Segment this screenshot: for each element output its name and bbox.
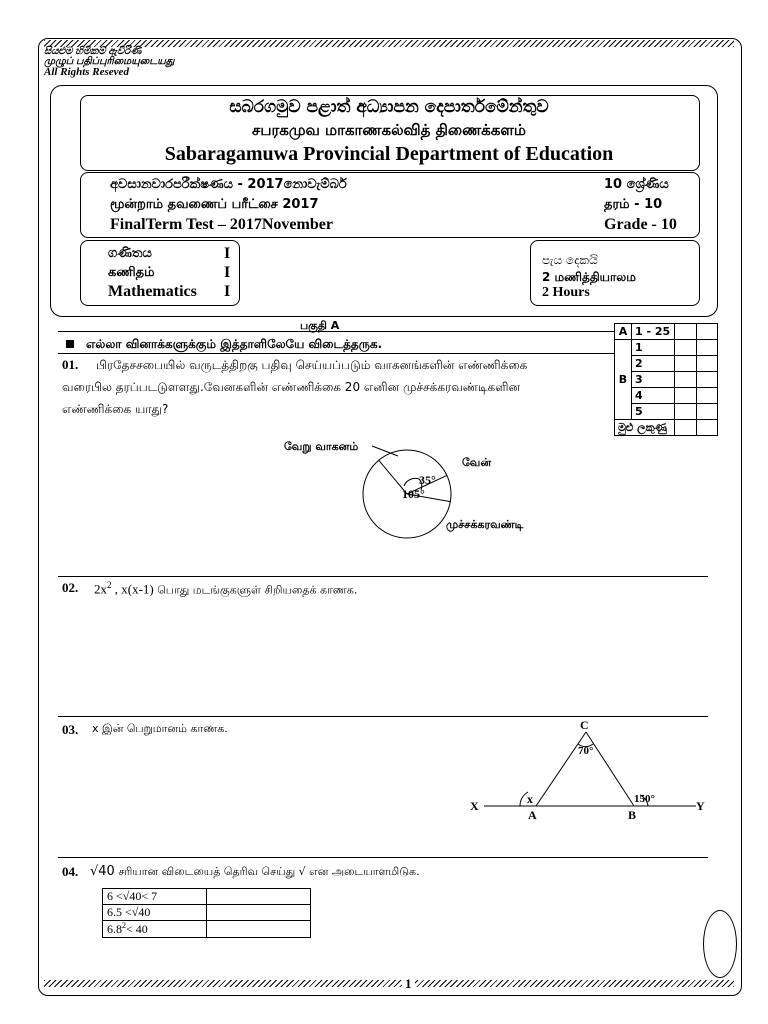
marks-b-item: 5 [632, 404, 675, 420]
marks-cell [675, 356, 697, 372]
q4-opt3-rest: < 40 [126, 922, 148, 936]
subject-ta: கணிதம் [108, 265, 155, 280]
pie-angle-arc-three [404, 478, 419, 486]
q3-vertex-b: B [628, 808, 637, 822]
q3-angle-ext: 150° [634, 793, 655, 805]
exam-title-si: අවසානවාරපරීක්ෂණය - 2017නොවැම්බර් [110, 177, 347, 192]
q2-text: பொது மடங்குகளுள் சிறியதைக் காணக. [153, 583, 358, 597]
q3-point-x: X [470, 799, 479, 813]
marks-cell [675, 420, 697, 436]
pie-label-three: முச்சக்கரவண்டி [446, 518, 524, 531]
q4-options-table [102, 888, 311, 938]
bullet-icon [66, 340, 74, 348]
marks-cell [675, 404, 697, 420]
section-instruction: எல்லா வினாக்களுக்கும் இத்தாளிலேயே விடைத்தருக. [86, 337, 383, 351]
marks-table [614, 323, 718, 436]
page-number: 1 [402, 976, 415, 992]
q1-line1: பிரதேசசபையில் வருடத்திறகு பதிவு செய்யப்படும் வாகனங்களின் எண்ணிக்கை [96, 358, 528, 372]
copyright-en: All Rights Reseved [44, 66, 129, 78]
q4-answer-cell[interactable] [207, 921, 311, 938]
marks-cell [696, 404, 718, 420]
marks-oval [703, 910, 737, 978]
subject-si: ගණිතය [108, 246, 152, 261]
marks-part-b: B [615, 340, 632, 420]
marks-cell [675, 388, 697, 404]
marks-cell [696, 340, 718, 356]
pie-label-van: வேன் [462, 456, 492, 469]
grade-en: Grade - 10 [604, 216, 677, 233]
time-ta: 2 மணித்தியாலம [542, 270, 636, 284]
section-title: பகுதி A [300, 319, 340, 332]
paper-number-3: I [224, 283, 231, 300]
marks-total: මුළු ලකුණු [615, 420, 675, 436]
time-en: 2 Hours [542, 285, 590, 300]
marks-b-item: 1 [632, 340, 675, 356]
pie-leader-other [372, 446, 398, 456]
q3-side-bc [586, 732, 634, 806]
marks-cell [675, 372, 697, 388]
q4-opt3-sup: 2 [122, 921, 126, 930]
time-si: පැය දෙකයි [542, 253, 598, 267]
q4-option-1: 6 <√40< 7 [103, 889, 207, 905]
marks-cell [696, 420, 718, 436]
q1-line3: எண்ணிக்கை யாது? [62, 402, 169, 416]
pie-angle-three: 105° [402, 487, 425, 501]
copyright-ta: முழுப் பதிப்புரிமையுடையது [44, 56, 175, 67]
q1-line2: வரைபில தரப்படடுளளது.வேனகளின் எண்ணிக்கை 20 எனின முச்சக்கரவண்டிகளின [62, 380, 521, 394]
q4-answer-cell[interactable] [207, 905, 311, 921]
dept-title-en: Sabaragamuwa Provincial Department of Education [164, 143, 614, 165]
q3-number: 03. [62, 722, 79, 737]
pie-label-other: வேறு வாகனம் [284, 440, 359, 453]
paper-number-1: I [224, 245, 231, 262]
q3-vertex-a: A [528, 808, 537, 822]
dept-title-ta: சபரகமுவ மாகாணகல்வித் திணைக்களம் [252, 121, 526, 139]
q3-side-ac [536, 732, 586, 806]
marks-cell [675, 340, 697, 356]
pie-angle-van: 35° [419, 473, 436, 487]
q4-option-2: 6.5 <√40 [103, 905, 207, 921]
marks-b-item: 2 [632, 356, 675, 372]
grade-ta: தரம் - 10 [604, 197, 663, 212]
bottom-border-hatch [44, 980, 734, 987]
q3-angle-x: x [527, 792, 533, 806]
marks-range-a: 1 - 25 [632, 324, 675, 340]
q3-angle-c: 70° [578, 745, 594, 757]
q3-point-y: Y [696, 799, 705, 813]
marks-cell [696, 324, 718, 340]
q1-pie-chart [280, 432, 560, 542]
marks-cell [696, 388, 718, 404]
paper-number-2: I [224, 264, 231, 281]
top-border-hatch [44, 40, 734, 47]
q4-sqrt: √40 [90, 864, 115, 879]
q2-sup: 2 [107, 580, 112, 590]
q4-question [90, 862, 420, 880]
q3-vertex-c: C [580, 718, 589, 732]
q2-expr1: 2x [94, 581, 107, 597]
q1-divider [58, 576, 708, 577]
q3-text: x இன் பெறுமானம் காணக. [92, 722, 228, 735]
copyright-notice [44, 47, 174, 77]
grade-si: 10 ශ්‍රේණිය [604, 177, 669, 192]
marks-cell [696, 372, 718, 388]
marks-cell [675, 324, 697, 340]
q3-divider [58, 857, 708, 858]
q2-question [94, 580, 357, 598]
q4-text: சரியான விடையைத் தெரிவ செய்து √ என அடையாளமிடுக. [114, 865, 420, 878]
q2-expr2: , x(x-1) [111, 581, 154, 597]
q2-number: 02. [62, 580, 79, 595]
marks-b-item: 4 [632, 388, 675, 404]
marks-part-a: A [615, 324, 632, 340]
marks-cell [696, 356, 718, 372]
exam-title-en: FinalTerm Test – 2017November [110, 216, 333, 233]
instruction-rule [58, 353, 614, 354]
marks-b-item: 3 [632, 372, 675, 388]
q1-number: 01. [62, 357, 79, 372]
q3-triangle-diagram [460, 716, 710, 824]
copyright-si: සියළුම හිමිකම් ඇවිරිණි [44, 46, 142, 57]
q4-answer-cell[interactable] [207, 889, 311, 905]
subject-en: Mathematics [108, 283, 197, 300]
q4-option-3 [103, 921, 207, 938]
q4-opt3-base: 6.8 [107, 922, 122, 936]
q4-number: 04. [62, 864, 79, 879]
dept-title-si: සබරගමුව පළාත් අධ්‍යාපන දෙපාර්තමේන්තුව [229, 97, 549, 117]
exam-title-ta: மூன்றாம் தவணைப் பரீட்சை 2017 [110, 197, 319, 212]
